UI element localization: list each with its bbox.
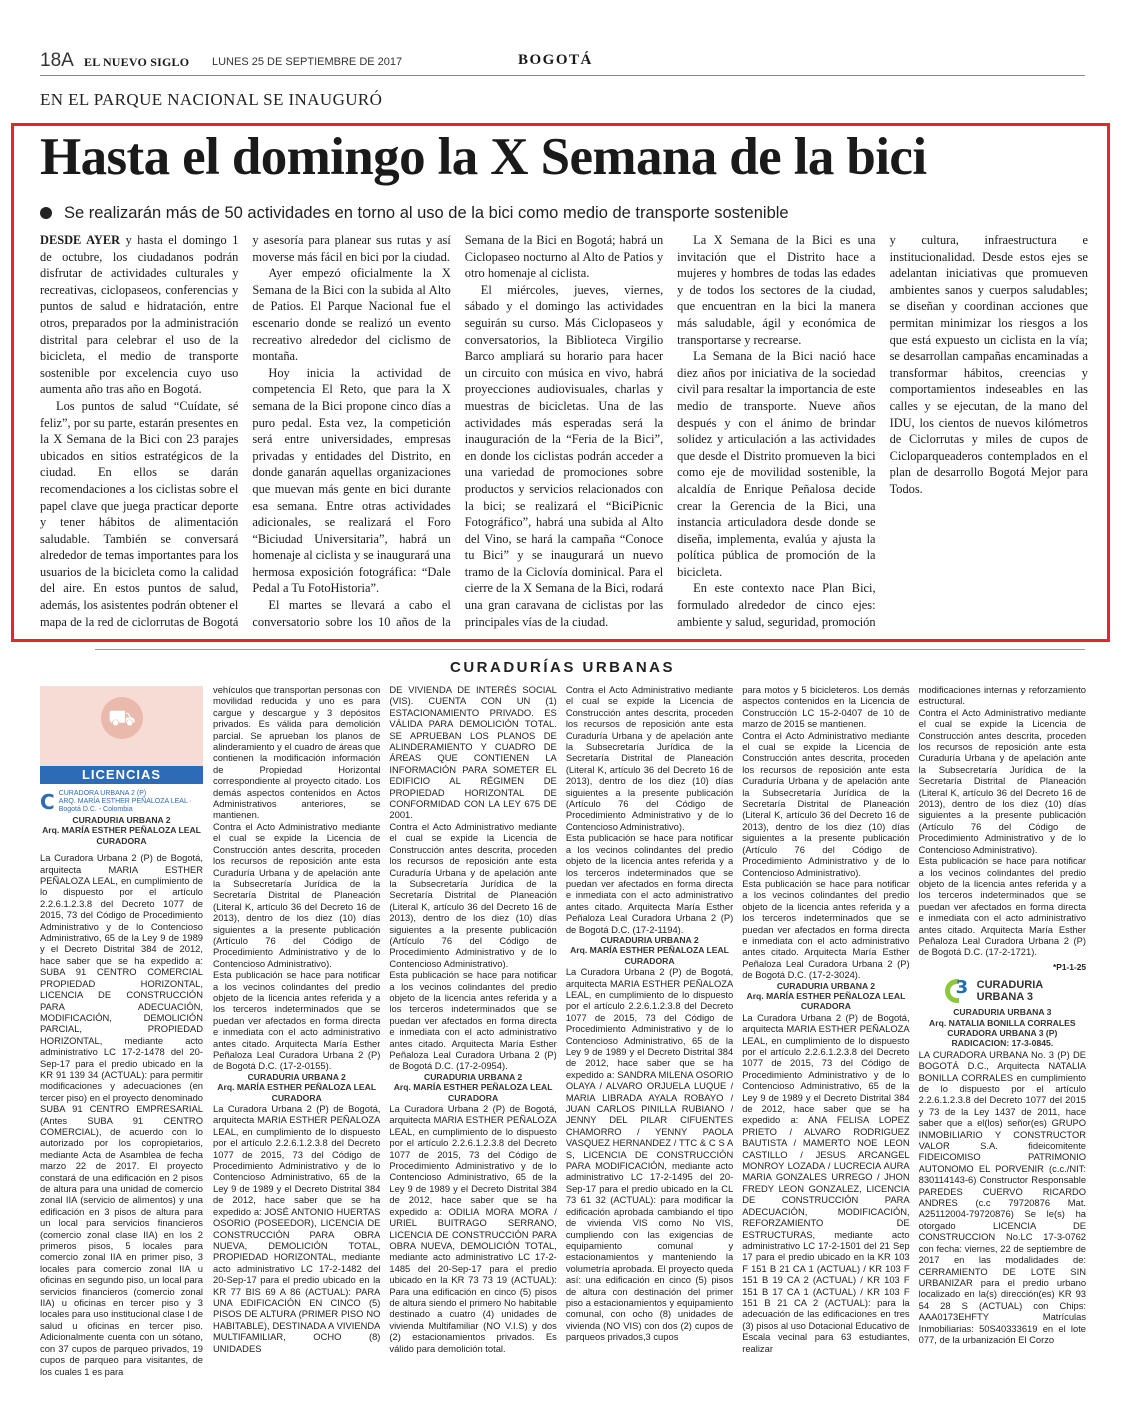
notice-paragraph: Esta publicación se hace para notificar a los vecinos colindantes del predio objeto de la licencia antes referida y a los terceros indeterminados que se puedan ver afectados en forma directa e inmediata con el acto administrativo antes citado. Arquitecta María Esther Peñaloza Leal Curadora Urbana 2 (P) de Bogotá D.C. (17-2-0155). — [213, 969, 381, 1072]
notice-paragraph: Esta publicación se hace para notificar a los vecinos colindantes del predio objeto de la licencia antes referida y a los terceros indeterminados que se puedan ver afectados en forma directa e inmediata con el acto administrativo antes citado. Arquitecta María Esther Peñaloza Leal Curadora Urbana 2 (P) de Bogotá D.C. (17-2-3024). — [742, 877, 910, 981]
notice-role: CURADORA — [271, 1092, 322, 1103]
notice-paragraph: Contra el Acto Administrativo mediante el cual se expide la Licencia de Construcción antes descrita, proceden los recursos de reposición ante esta Curaduría Urbana y de apelación ante la Subsecretaría Jurídica de la Secretaría Distrital de Planeación (Literal K, artículo 36 del Decreto 16 de 2013), dentro de los diez (10) días siguientes a la presente publicación (Artículo 76 del Código de Procedimiento Administrativo y de lo Contencioso Administrativo). — [742, 729, 910, 878]
notice-paragraph: Esta publicación se hace para notificar a los vecinos colindantes del predio objeto de la licencia antes referida y a los terceros indeterminados que se puedan ver afectados en forma directa e inmediata con el acto administrativo antes citado. Arquitecta María Esther Peñaloza Leal Curadora Urbana 2 (P) de Bogotá D.C. (17-2-0954). — [389, 969, 557, 1072]
notice-paragraph: Esta publicación se hace para notificar a los vecinos colindantes del predio objeto de la licencia antes referida y a los terceros indeterminados que se puedan ver afectados en forma directa e inmediata con el acto administrativo antes citado. Arquitecta María Esther Peñaloza Leal Curadora Urbana 2 (P) de Bogotá D.C. (17-2-1721). — [918, 855, 1086, 958]
article-body — [40, 232, 1088, 632]
curadurias-title: CURADURÍAS URBANAS — [450, 659, 675, 676]
notice-architect: Arq. MARÍA ESTHER PEÑALOZA LEAL — [217, 1082, 377, 1093]
notice-paragraph: La Curadora Urbana 2 (P) de Bogotá, arquitecta MARIA ESTHER PEÑALOZA LEAL, en cumplimiento de lo dispuesto por el artículo 2.2.6.1.2.3.8 del Decreto 1077 de 2015, 73 del Código de Procedimiento Administrativo y de lo Contencioso Administrativo, 65 de la Ley 9 de 1989 y el Decreto Distrital 384 de 2012, hace saber que se ha expedido a: ANA FELISA LOPEZ PRIETO / ALVARO RODRIGUEZ BAUTISTA / MAMERTO NOE LEON CASTILLO / JESUS ARCANGEL MONROY LOZADA / LUCRECIA AURA MARIA GONZALES URREGO / JHON FREDY LEON GONZALEZ, LICENCIA DE CONSTRUCCIÓN PARA ADECUACIÓN, MODIFICACIÓN, REFORZAMIENTO DE ESTRUCTURAS, mediante acto administrativo LC 17-2-1501 del 21 Sep 17 para el predio ubicado en la KR 103 F 151 B 21 CA 1 (ACTUAL) / KR 103 F 151 B 19 CA 2 (ACTUAL) / KR 103 F 151 B 17 CA 1 (ACTUAL) / KR 103 F 151 B 21 CA 2 (ACTUAL): para la adecuación de las edificaciones en tres (3) pisos al uso Dotacional Educativo de Escala vecinal para 63 estudiantes, realizar — [742, 1011, 910, 1354]
article-paragraph: La X Semana de la Bici es una invitación que el Distrito hace a mujeres y hombres de todas las edades y de todos los sectores de la ciudad, que encuentran en la bici la manera más saludable, ágil y económica de transportarse y recrearse. — [677, 233, 876, 347]
article-paragraph: La Semana de la Bici nació hace diez años por iniciativa de la sociedad civil para resaltar la importancia de este medio de transporte. Nueve años después y con el ánimo de brindar solidez y articulación a las actividades que desde el Distrito promueven la bici como eje de movilidad sostenible, la alcaldía de Enrique Peñalosa decide crear la Gerencia de la Bici, una instancia articuladora desde donde se diseña, implementa, evalúa y ajusta la política pública de promoción de la bicicleta. — [677, 349, 876, 579]
newspaper-name: EL NUEVO SIGLO — [84, 55, 190, 69]
notice-architect: Arq. MARÍA ESTHER PEÑALOZA LEAL — [746, 990, 906, 1001]
article-lead: DESDE AYER — [40, 233, 121, 247]
notice-column — [389, 684, 556, 1400]
page-number: 18A — [40, 50, 74, 71]
notice-paragraph: La Curadora Urbana 2 (P) de Bogotá, arquitecta MARIA ESTHER PEÑALOZA LEAL, en cumplimiento de lo dispuesto por el artículo 2.2.6.1.2.3.8 del Decreto 1077 de 2015, 73 del Código de Procedimiento Administrativo y de lo Contencioso Administrativo, 65 de la Ley 9 de 1989 y el Decreto Distrital 384 de 2012, hace saber que se ha expedido a: SANDRA MILENA OSORIO OLAYA / ALVARO ORJUELA LUQUE / MARIA LIBRADA AYALA ROBAYO / JUAN CARLOS PINILLA RUBIANO / JENNY DEL PILAR CIFUENTES CHAMORRO / YENNY PAOLA VASQUEZ HERNANDEZ / TTC & C S A S, LICENCIA DE CONSTRUCCIÓN PARA MODIFICACIÓN, mediante acto administrativo LC 17-2-1495 del 20-Sep-17 para el predio ubicado en la CL 73 61 32 (ACTUAL): para modificar la edificación aprobada cambiando el tipo de vivienda VIS como No VIS, cumpliendo con las exigencias de equipamiento comunal y estacionamientos y manteniendo la volumetría aprobada. El proyecto queda así: una edificación en cinco (5) pisos de altura con destinación del primer piso a estacionamientos y equipamiento comunal, con ocho (8) unidades de vivienda (NO VIS) con dos (2) cupos de parqueos privados,3 cupos — [565, 966, 734, 1343]
curaduria-3-logo-icon: 3 — [945, 979, 971, 1003]
notice-column — [213, 684, 380, 1400]
truck-icon: ⛟ — [108, 706, 136, 731]
notice-paragraph: para motos y 5 bicicleteros. Los demás aspectos contenidos en la Licencia de Construcción LC 15-2-0407 de 10 de marzo de 2015 se mantienen. — [742, 684, 910, 730]
notice-heading: CURADURIA URBANA 2 — [600, 934, 699, 945]
section-name: BOGOTÁ — [518, 52, 593, 68]
notice-architect: Arq. MARÍA ESTHER PEÑALOZA LEAL — [393, 1082, 553, 1093]
publication-date: LUNES 25 DE SEPTIEMBRE DE 2017 — [212, 56, 403, 68]
notice-paragraph: modificaciones internas y reforzamiento estructural. — [918, 684, 1086, 707]
licencias-banner-image — [40, 686, 203, 766]
curaduria-2-logo — [40, 789, 203, 815]
logo-line: URBANA 3 — [976, 991, 1034, 1004]
licencias-band: LICENCIAS — [40, 766, 203, 784]
notice-paragraph: DE VIVIENDA DE INTERÉS SOCIAL (VIS). CUENTA CON UN (1) ESTACIONAMIENTO PRIVADO. ES VÁLIDA PARA DEMOLICIÓN TOTAL. SE APRUEBAN LOS PLANOS DE ALINDERAMIENTO Y CUADRO DE ÁREAS QUE CONTIENEN LA INFORMACIÓN PARA SOMETER EL EDIFICIO AL RÉGIMEN DE PROPIEDAD HORIZONTAL DE CONFORMIDAD CON LA LEY 675 DE 2001. — [389, 684, 557, 821]
notice-paragraph: La Curadora Urbana 2 (P) de Bogotá, arquitecta MARIA ESTHER PEÑALOZA LEAL, en cumplimiento de lo dispuesto por el artículo 2.2.6.1.2.3.8 del Decreto 1077 de 2015, 73 del Código de Procedimiento Administrativo y de lo Contencioso Administrativo, 65 de la Ley 9 de 1989 y el Decreto Distrital 384 de 2012, hace saber que se ha expedido a: JOSÉ ANTONIO HUERTAS OSORIO (POSEEDOR), LICENCIA DE CONSTRUCCIÓN PARA OBRA NUEVA, DEMOLICIÓN TOTAL, PROPIEDAD HORIZONTAL, mediante acto administrativo LC 17-2-1482 del 20-Sep-17 para el predio ubicado en la KR 77 BIS 69 A 86 (ACTUAL): PARA UNA EDIFICACIÓN EN CINCO (5) PISOS DE ALTURA (PRIMER PISO NO HABITABLE), DESTINADA A VIVIENDA MULTIFAMILIAR, OCHO (8) UNIDADES — [213, 1103, 381, 1354]
article-paragraph: Ayer empezó oficialmente la X Semana de la Bici con la subida al Alto de Patios. El Parque Nacional fue el escenario donde se realizó un evento recreativo alrededor del ciclismo de montaña. — [252, 266, 451, 364]
notice-paragraph: Esta publicación se hace para notificar a los vecinos colindantes del predio objeto de la licencia antes referida y a los terceros indeterminados que se puedan ver afectados en forma directa e inmediata con el acto administrativo antes citado. Arquitecta María Esther Peñaloza Leal Curadora Urbana 2 (P) de Bogotá D.C. (17-2-1194). — [565, 832, 734, 935]
article-paragraph: El martes se llevará a cabo el conversatorio sobre los 10 años de la Semana de la Bici en Bogotá; habrá un Ciclopaseo nocturno al Alto de Patios y otro homenaje al ciclista. — [252, 233, 664, 629]
section-divider — [95, 649, 1085, 650]
notice-paragraph: Contra el Acto Administrativo mediante el cual se expide la Licencia de Construcción antes descrita, proceden los recursos de reposición ante esta Curaduría Urbana y de apelación ante la Subsecretaría Jurídica de la Secretaría Distrital de Planeación (Literal K, artículo 36 del Decreto 16 de 2013), dentro de los diez (10) días siguientes a la presente publicación (Artículo 76 del Código de Procedimiento Administrativo y de lo Contencioso Administrativo). — [565, 684, 734, 832]
article-paragraph: El miércoles, jueves, viernes, sábado y el domingo las actividades seguirán su curso. Más Ciclopaseos y conversatorios, la Biblioteca Virgilio Barco ampliará su horario para hacer un circuito con música en vivo, habrá proyecciones audiovisuales, charlas y muestras de bicicletas. Una de las actividades más esperadas será la inauguración de la “Feria de la Bici”, en donde los ciclistas podrán acceder a una variedad de promociones sobre productos y servicios relacionados con la bici; se realizará el “BiciPicnic Fotográfico”, habrá una subida al Alto del Vino, se hará la campaña “Conoce tu Bici” y se inaugurará un nuevo tramo de la Ciclovía dominical. Para el cierre de la X Semana de la Bici, rodará una gran caravana de ciclistas por las principales vías de la ciudad. — [464, 282, 664, 629]
logo-line: CURADURIA — [976, 979, 1044, 992]
notice-role: CURADORA URBANA 3 (P) — [947, 1027, 1058, 1038]
notice-paragraph: La Curadora Urbana 2 (P) de Bogotá, arquitecta MARIA ESTHER PEÑALOZA LEAL, en cumplimiento de lo dispuesto por el artículo 2.2.6.1.2.3.8 del Decreto 1077 de 2015, 73 del Código de Procedimiento Administrativo y de lo Contencioso Administrativo, 65 de la Ley 9 de 1989 y el Decreto Distrital 384 de 2012, hace saber que se ha expedido a: ODILIA MORA MORA / URIEL BUITRAGO SERRANO, LICENCIA DE CONSTRUCCIÓN PARA OBRA NUEVA, DEMOLICIÓN TOTAL, mediante acto administrativo LC 17-2-1485 del 20-Sep-17 para el predio ubicado en la KR 73 73 19 (ACTUAL): Para una edificación en cinco (5) pisos de altura siendo el primero No habitable destinado a cuatro (4) unidades de vivienda Multifamiliar (NO V.I.S) y dos (2) estacionamientos privados. Es válido para demolición total. — [389, 1103, 557, 1354]
notice-heading: CURADURIA URBANA 2 — [247, 1071, 346, 1082]
notice-paragraph: Contra el Acto Administrativo mediante el cual se expide la Licencia de Construcción antes descrita, proceden los recursos de reposición ante esta Curaduría Urbana y de apelación ante la Subsecretaría Jurídica de la Secretaría Distrital de Planeación (Literal K, artículo 36 del Decreto 16 de 2013), dentro de los diez (10) días siguientes a la presente publicación (Artículo 76 del Código de Procedimiento Administrativo y de lo Contencioso Administrativo). — [389, 820, 557, 969]
article-paragraph — [40, 232, 238, 398]
article-paragraph-text: y hasta el domingo 1 de octubre, los ciudadanos podrán disfrutar de actividades culturales y recreativas, ciclopaseos, conferencias y puntos de salud e hidratación, entre otros, preparados por la administración distrital para celebrar el uso de la bicicleta, el medio de transporte sostenible por excelencia cuyo uso aumenta año tras año en Bogotá. — [40, 233, 239, 397]
masthead — [40, 48, 1085, 76]
notice-radicacion: RADICACION: 17-3-0845. — [951, 1038, 1054, 1049]
notice-paragraph: vehículos que transportan personas con movilidad reducida y uno es para cargue y descargue y 3 depósitos privados. Es válida para demolición parcial. Se aprueban los planos de alinderamiento y el cuadro de áreas que contienen la modificación información de Propiedad Horizontal correspondiente al proyecto citado. Los demás aspectos contenidos en Actos Administrativos anteriores, se mantienen. — [213, 684, 381, 821]
curaduria-logo-icon: C — [40, 790, 55, 814]
article-column — [40, 232, 1088, 632]
notice-column — [742, 684, 909, 1400]
notice-paragraph: Contra el Acto Administrativo mediante el cual se expide la Licencia de Construcción antes descrita, proceden los recursos de reposición ante esta Curaduría Urbana y de apelación ante la Subsecretaría Jurídica de la Secretaría Distrital de Planeación (Literal K, artículo 36 del Decreto 16 de 2013), dentro de los diez (10) días siguientes a la presente publicación (Artículo 76 del Código de Procedimiento Administrativo y de lo Contencioso Administrativo). — [213, 820, 381, 969]
notice-architect: Arq. MARÍA ESTHER PEÑALOZA LEAL — [570, 945, 729, 956]
subhead-text: Se realizarán más de 50 actividades en torno al uso de la bici como medio de transporte sostenible — [64, 204, 789, 222]
notice-heading: CURADURIA URBANA 2 — [72, 815, 171, 825]
notice-architect: Arq. NATALIA BONILLA CORRALES — [929, 1017, 1076, 1028]
logo-subtitle: ARQ. MARÍA ESTHER PEÑALOZA LEAL · Bogotá D.C. - Colombia — [58, 798, 192, 813]
notice-text — [40, 815, 203, 1390]
notice-paragraph: LA CURADORA URBANA No. 3 (P) DE BOGOTÁ D.C., Arquitecta NATALIA BONILLA CORRALES en cumplimiento de lo dispuesto por el artículo 2.2.6.1.2.3.8 del Decreto 1077 del 2015 y 73 de la Ley 1437 de 2011, hace saber que a el(los) señor(es) GRUPO INMOBILIARIO Y CONSTRUCTOR VALOR S.A. fideicomitente FIDEICOMISO PATRIMONIO AUTONOMO EL PORVENIR (c.c./NIT: 830114143-6) Constructor Responsable PAREDES CUERVO RICARDO ANDRES (c.c 79720876 Mat. A25112004-79720876) Se le(s) ha otorgado LICENCIA DE CONSTRUCCION No.LC 17-3-0762 con fecha: viernes, 22 de septiembre de 2017 en las modalidades de: CERRAMIENTO DE LOTE SIN URBANIZAR para el predio urbano localizado en la(s) dirección(es) KR 93 54 28 S (ACTUAL) con Chips: AAA0173EHFTY Matrículas Inmobiliarias: 50S40333619 en el lote 077, de la urbanización El Corzo — [918, 1048, 1086, 1345]
bullet-icon — [40, 207, 52, 219]
article-paragraph: Hoy inicia la actividad de competencia El Reto, que para la X semana de la Bici propone cinco días a puro pedal. Esta vez, la competición será entre universidades, empresas privadas y entidades del Distrito, en donde ganarán aquellas organizaciones que muevan más gente en bici durante esa semana. Entre otras actividades adicionales, se realizará el Foro “Biciudad Universitaria”, habrá un homenaje al ciclista y se inaugurará una hermosa exposición fotográfica: “Dale Pedal a Tu FotoHistoria”. — [252, 365, 451, 596]
notice-column — [566, 684, 733, 1400]
article-paragraph: En este contexto nace Plan Bici, formulado alrededor de cinco ejes: ambiente y salud, seguridad, promoción y cultura, infraestructura e institucionalidad. Desde estos ejes se adelantan iniciativas que promueven ambientes sanos y cuerpos saludables; se diseñan y coordinan acciones que permitan minimizar los riesgos a los que está expuesto un ciclista en la vía; se desarrollan campañas encaminadas a transformar hábitos, creencias y comportamientos indeseables en las calles y se ejecutan, de la mano del IDU, los cientos de nuevos kilómetros de Ciclorrutas y miles de cupos de Cicloparqueaderos contemplados en el plan de desarrollo Bogotá Mejor para Todos. — [677, 233, 1088, 629]
notice-column — [919, 684, 1086, 1400]
notices-columns — [213, 684, 1086, 1400]
curaduria-3-logo — [945, 979, 1086, 1003]
licencias-sidebar — [40, 686, 203, 1390]
article-headline: Hasta el domingo la X Semana de la bici — [40, 128, 927, 186]
notice-architect: Arq. MARÍA ESTHER PEÑALOZA LEAL — [42, 825, 201, 836]
article-subhead — [40, 204, 789, 223]
article-kicker: EN EL PARQUE NACIONAL SE INAUGURÓ — [40, 90, 383, 109]
notice-code: *P1-1-25 — [1052, 961, 1086, 972]
notice-role: CURADORA — [96, 835, 147, 846]
notice-role: CURADORA — [800, 1001, 851, 1012]
notice-paragraph: La Curadora Urbana 2 (P) de Bogotá, arquitecta MARIA ESTHER PEÑALOZA LEAL, en cumplimiento de lo dispuesto por el artículo 2.2.6.1.2.3.8 del Decreto 1077 de 2015, 73 del Código de Procedimiento Administrativo y de lo Contencioso Administrativo, 65 de la Ley 9 de 1989 y el Decreto Distrital 384 de 2012, hace saber que se ha expedido a: SUBA 91 CENTRO COMERCIAL PROPIEDAD HORIZONTAL, LICENCIA DE CONSTRUCCIÓN PARA ADECUACIÓN, MODIFICACIÓN, DEMOLICIÓN PARCIAL, PROPIEDAD HORIZONTAL, mediante acto administrativo LC 17-2-1478 del 20-Sep-17 para el predio ubicado en la KR 91 139 34 (ACTUAL): para permitir modificaciones y adecuaciones (en tercer piso) en el proyecto denominado SUBA 91 CENTRO EMPRESARIAL (Antes SUBA 91 CENTRO COMERCIAL), de acuerdo con lo autorizado por los copropietarios, mediante Acta de Asamblea de fecha marzo 22 de 2017. El proyecto constará de una edificación en 2 pisos de altura para una unidad de comercio zonal IIA (servicio de alimentos) y una edificación en 3 pisos de altura para un local para servicios financieros (comercio zonal clase IIA) en los 2 primeros pisos, 5 locales para comercio zonal IIA en primer piso, 3 locales para comercio zonal IIA u oficinas en segundo piso, un local para servicios financieros (comercio zonal IIA) u oficinas en tercer piso y 3 locales para uso institucional clase I de salud u oficinas en tercer piso. Adicionalmente cuenta con un sótano, con 37 cupos de parqueo privados, 19 cupos de parqueo para visitantes, de los cuales 1 es para — [40, 852, 203, 1377]
notice-heading: CURADURIA URBANA 2 — [424, 1071, 523, 1082]
logo-name: CURADORA URBANA 2 (P) — [58, 790, 147, 797]
notice-heading: CURADURIA URBANA 2 — [776, 980, 876, 991]
notice-role: CURADORA — [624, 955, 675, 966]
notice-role: CURADORA — [448, 1092, 499, 1103]
article-paragraph: Los puntos de salud “Cuídate, sé feliz”, por su parte, estarán presentes en la X Semana de la Bici con 23 parajes ubicados en sitios estratégicos de la ciudad. En ellos se darán recomendaciones a los ciclistas sobre el papel clave que juega practicar deporte y tener hábitos de alimentación saludable. También se conversará alrededor de temas importantes para los usuarios de la bicicleta como la calidad del aire. En estos puntos de salud, además, los asistentes podrán obtener el mapa de la red de ciclorrutas de Bogotá y asesoría para planear sus rutas y así moverse más fácil en bici por la ciudad. — [40, 233, 451, 629]
notice-heading: CURADURIA URBANA 3 — [953, 1007, 1052, 1018]
notice-paragraph: Contra el Acto Administrativo mediante el cual se expide la Licencia de Construcción antes descrita, proceden los recursos de reposición ante esta Curaduría Urbana y de apelación ante la Subsecretaría Jurídica de la Secretaría Distrital de Planeación (Literal K, artículo 36 del Decreto 16 de 2013), dentro de los diez (10) días siguientes a la presente publicación (Artículo 76 del Código de Procedimiento Administrativo y de lo Contencioso Administrativo). — [918, 706, 1086, 855]
